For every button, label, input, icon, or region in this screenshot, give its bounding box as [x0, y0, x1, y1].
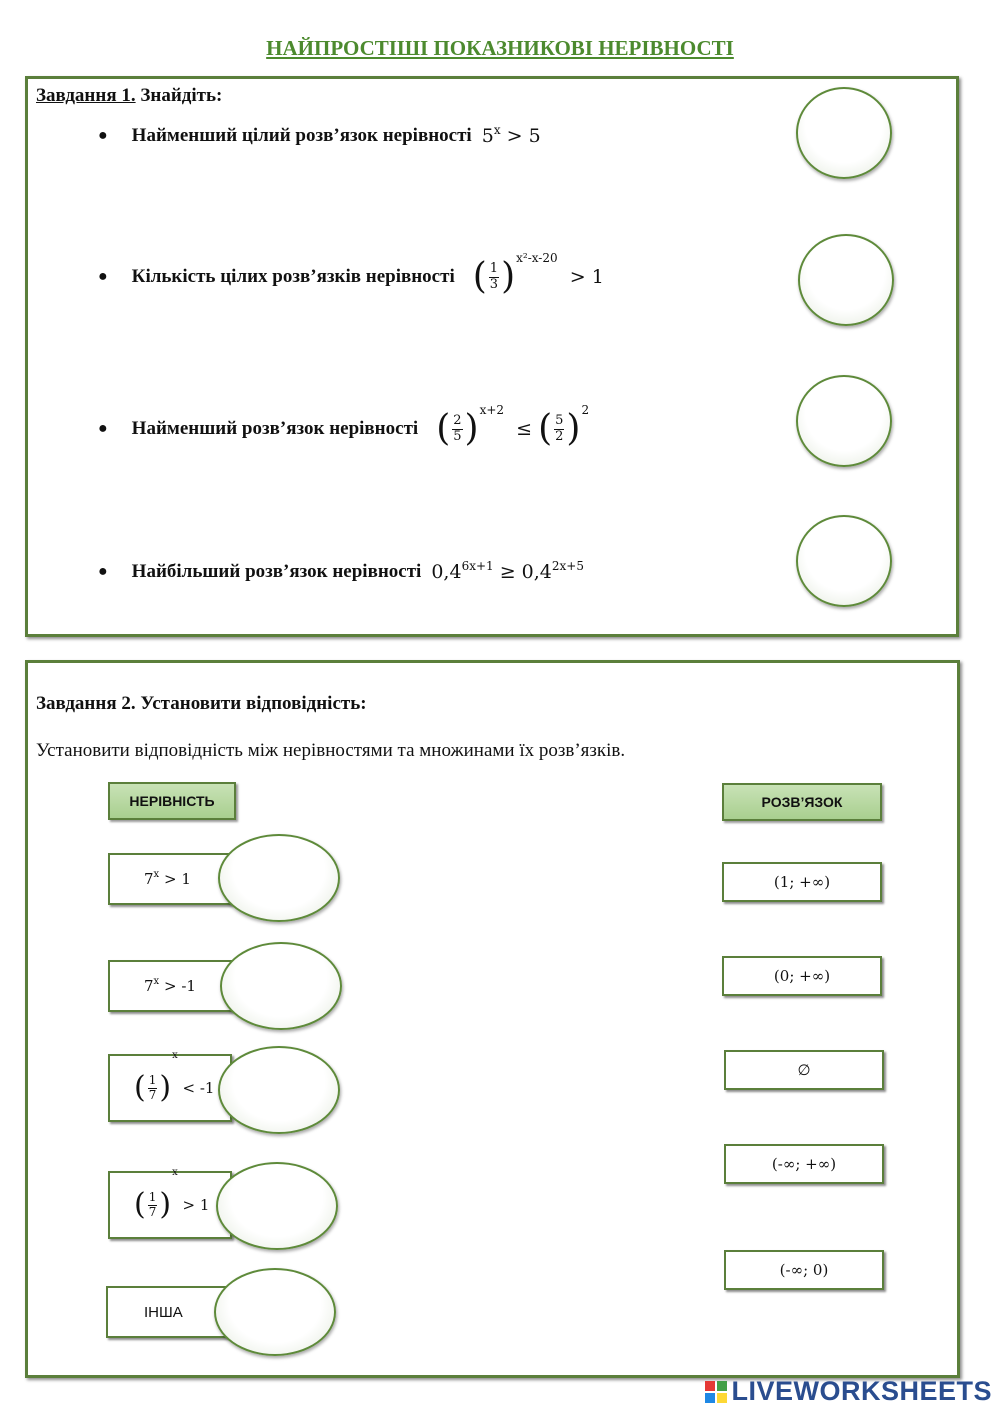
match-slot-3[interactable]: [218, 1046, 340, 1134]
task1-item-4-text: Найбільший розв’язок нерівності: [131, 561, 422, 582]
task1-heading-text: Знайдіть:: [140, 85, 223, 106]
solution-5[interactable]: (-∞; 0): [724, 1250, 884, 1290]
task1-panel: [25, 76, 959, 637]
task1-answer-1[interactable]: [796, 87, 892, 179]
inequality-3[interactable]: ( $\frac{1}{7}$ ) x < -1: [108, 1054, 232, 1122]
logo-text: LIVEWORKSHEETS: [731, 1376, 992, 1406]
task1-item-3-text: Найменший розв’язок нерівності: [131, 418, 419, 439]
solution-header: РОЗВ’ЯЗОК: [722, 783, 882, 821]
task1-answer-3[interactable]: [796, 375, 892, 467]
solution-2[interactable]: (0; +∞): [722, 956, 882, 996]
task1-heading: [36, 85, 222, 107]
inequality-4[interactable]: ( $\frac{1}{7}$ ) x > 1: [108, 1171, 232, 1239]
match-slot-2[interactable]: [220, 942, 342, 1030]
inequality-2[interactable]: 7 $^x$ > -1: [108, 960, 232, 1012]
task1-item-4: ● Найбільший розв’язок нерівності 0,4 $^{6x+1}$ ≥ 0,4 $^{2x+5}$: [98, 559, 584, 583]
task1-item-3: ● Найменший розв’язок нерівності ( $\frac{2}{5}$ ) x+2 ≤ ( $\frac{5}{2}$ ) 2: [98, 403, 590, 449]
match-slot-1[interactable]: [218, 834, 340, 922]
task2-heading: Завдання 2. Установити відповідність:: [36, 693, 367, 714]
task1-item-1-math: 5 $^x$ > 5: [481, 123, 541, 147]
task2-description: Установити відповідність між нерівностями та множинами їх розв’язків.: [36, 740, 626, 761]
inequality-other[interactable]: ІНША: [106, 1286, 230, 1338]
solution-1[interactable]: (1; +∞): [722, 862, 882, 902]
logo-grid-icon: [705, 1381, 727, 1403]
task1-item-1-text: Найменший цілий розв’язок нерівності: [131, 125, 472, 146]
inequality-header: НЕРІВНІСТЬ: [108, 782, 236, 820]
solution-4[interactable]: (-∞; +∞): [724, 1144, 884, 1184]
match-slot-5[interactable]: [214, 1268, 336, 1356]
page-title: НАЙПРОСТІШІ ПОКАЗНИКОВІ НЕРІВНОСТІ: [266, 36, 734, 60]
task1-item-1: ● Найменший цілий розв’язок нерівності 5 $^x$ > 5: [98, 123, 541, 147]
match-slot-4[interactable]: [216, 1162, 338, 1250]
task1-item-3-math: ( $\frac{2}{5}$ ) x+2 ≤ ( $\frac{5}{2}$ ) 2: [436, 403, 590, 449]
task1-item-4-math: 0,4 $^{6x+1}$ ≥ 0,4 $^{2x+5}$: [431, 559, 584, 583]
inequality-1[interactable]: 7 $^x$ > 1: [108, 853, 232, 905]
solution-3[interactable]: ∅: [724, 1050, 884, 1090]
task1-answer-2[interactable]: [798, 234, 894, 326]
task1-item-2: ● Кількість цілих розв’язків нерівності ( $\frac{1}{3}$ ) x²-x-20 > 1: [98, 251, 604, 297]
task1-answer-4[interactable]: [796, 515, 892, 607]
task1-item-2-math: ( $\frac{1}{3}$ ) x²-x-20 > 1: [472, 251, 604, 297]
liveworksheets-logo: [705, 1376, 992, 1407]
task1-item-2-text: Кількість цілих розв’язків нерівності: [131, 266, 455, 287]
task1-heading-label: Завдання 1.: [36, 85, 136, 106]
